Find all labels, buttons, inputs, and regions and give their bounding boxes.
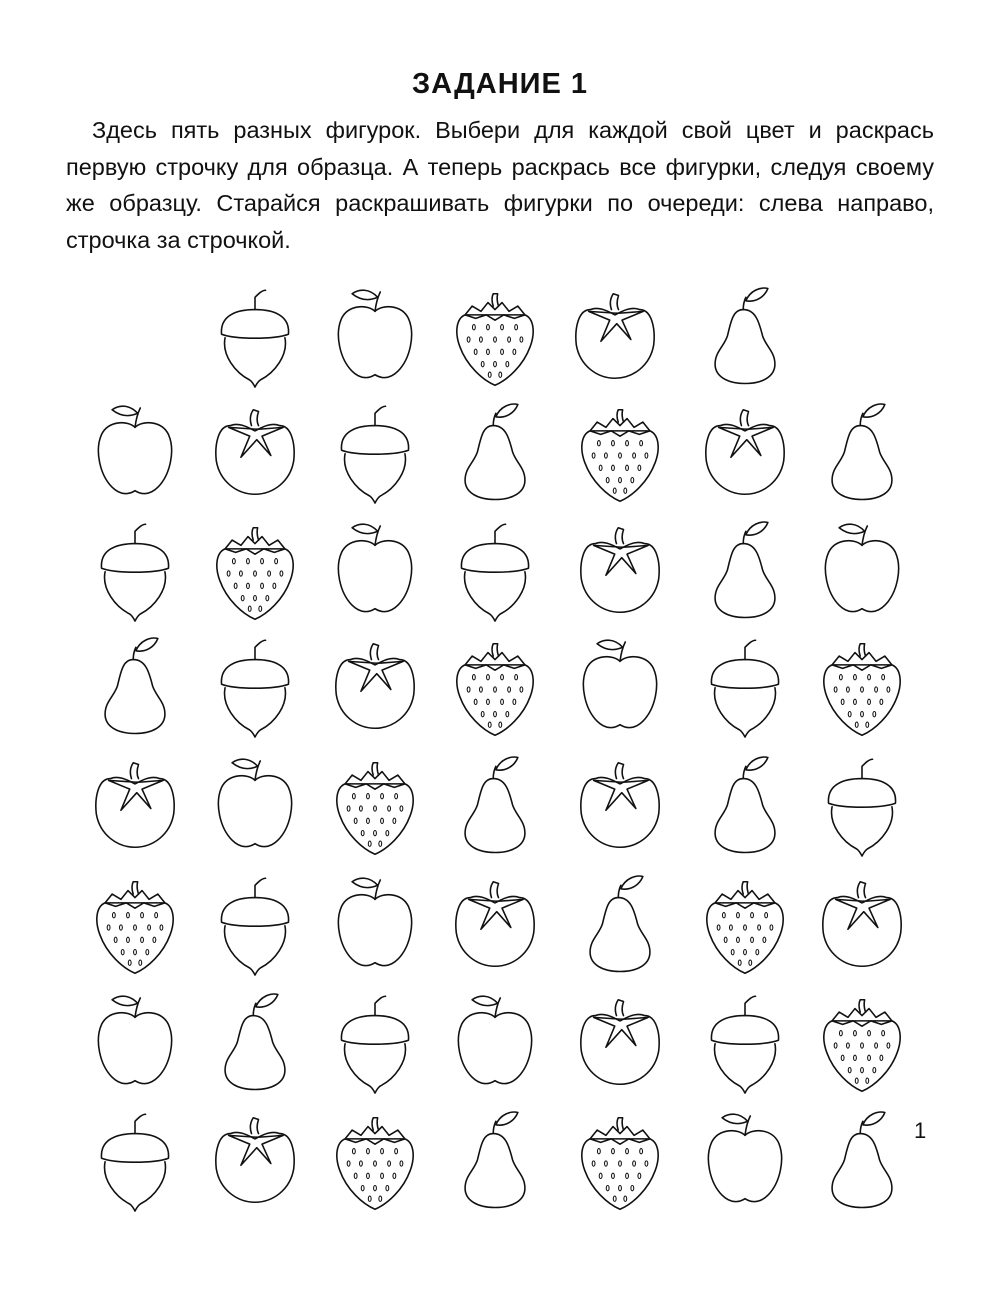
tomato-icon (581, 528, 659, 612)
pear-icon (105, 638, 165, 733)
strawberry-icon (824, 1000, 900, 1092)
strawberry-icon (824, 644, 900, 736)
strawberry-icon (707, 882, 783, 974)
strawberry-icon (582, 1118, 658, 1210)
strawberry-icon (457, 294, 533, 386)
acorn-icon (711, 996, 778, 1093)
strawberry-icon (337, 763, 413, 855)
pear-icon (715, 288, 775, 383)
tomato-icon (576, 294, 654, 378)
acorn-icon (221, 640, 288, 737)
strawberry-icon (457, 644, 533, 736)
pear-icon (225, 994, 285, 1089)
strawberry-icon (97, 882, 173, 974)
acorn-icon (828, 759, 895, 856)
pear-icon (465, 404, 525, 499)
apple-icon (218, 759, 291, 846)
apple-icon (338, 878, 411, 965)
tomato-icon (216, 410, 294, 494)
acorn-icon (341, 406, 408, 503)
tomato-icon (823, 882, 901, 966)
strawberry-icon (217, 528, 293, 620)
page-title: ЗАДАНИЕ 1 (411, 68, 589, 100)
strawberry-icon (337, 1118, 413, 1210)
pear-icon (590, 876, 650, 971)
tomato-icon (706, 410, 784, 494)
acorn-icon (711, 640, 778, 737)
acorn-icon (221, 290, 288, 387)
strawberry-icon (582, 410, 658, 502)
tomato-icon (96, 763, 174, 847)
pear-icon (832, 1112, 892, 1207)
apple-icon (825, 524, 898, 611)
apple-icon (338, 524, 411, 611)
pear-icon (715, 757, 775, 852)
apple-icon (708, 1114, 781, 1201)
tomato-icon (216, 1118, 294, 1202)
pear-icon (715, 522, 775, 617)
tomato-icon (581, 763, 659, 847)
apple-icon (458, 996, 531, 1083)
pear-icon (832, 404, 892, 499)
acorn-icon (341, 996, 408, 1093)
apple-icon (583, 640, 656, 727)
acorn-icon (461, 524, 528, 621)
acorn-icon (101, 1114, 168, 1211)
pear-icon (465, 757, 525, 852)
apple-icon (338, 290, 411, 377)
tomato-icon (581, 1000, 659, 1084)
tomato-icon (336, 644, 414, 728)
instructions-paragraph: Здесь пять разных фигурок. Выбери для каждой свой цвет и раскрась первую строчку для образца. А теперь раскрась все фигурки, следуя своему же образцу. Старайся раскрашивать фигурки по очереди: слева направо, строчка за строчкой. (66, 117, 934, 253)
page-number: 1 (914, 1118, 927, 1143)
apple-icon (98, 996, 171, 1083)
acorn-icon (221, 878, 288, 975)
apple-icon (98, 406, 171, 493)
tomato-icon (456, 882, 534, 966)
pear-icon (465, 1112, 525, 1207)
acorn-icon (101, 524, 168, 621)
